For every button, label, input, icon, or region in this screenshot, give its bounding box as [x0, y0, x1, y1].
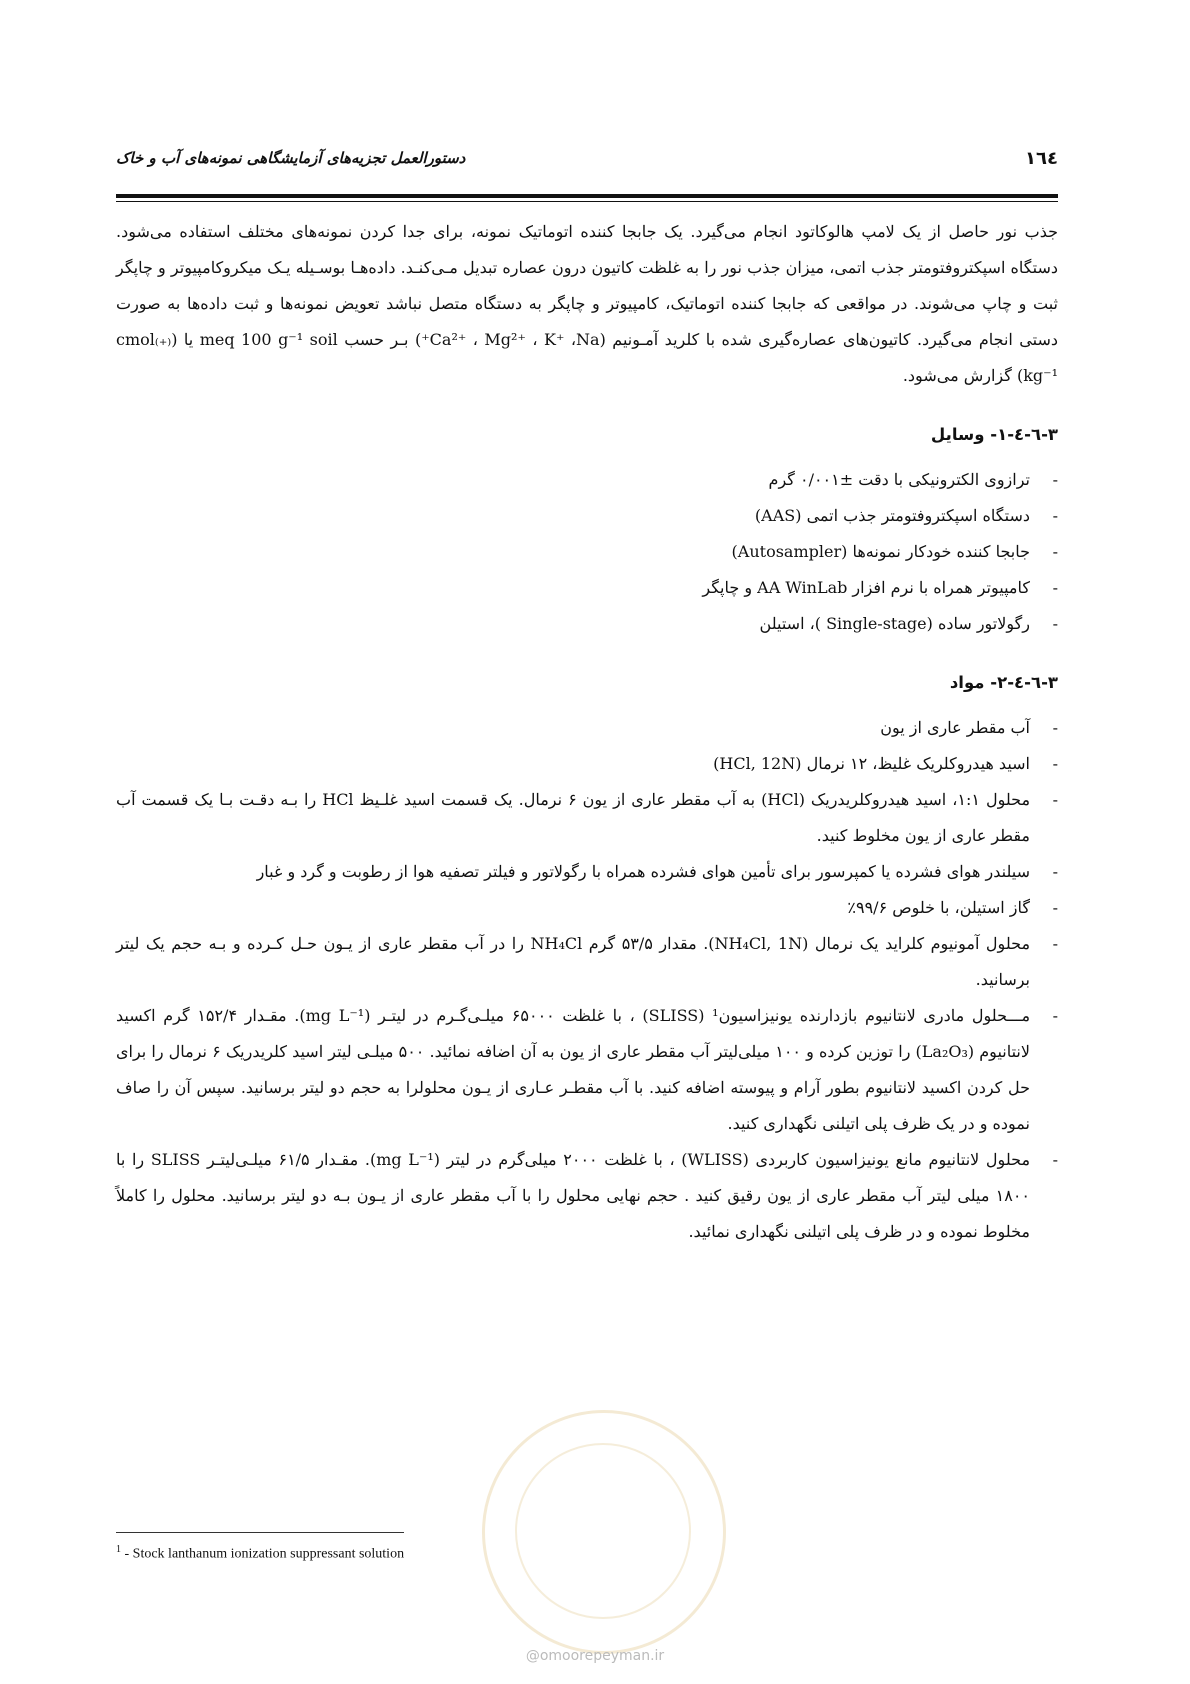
footnote	[116, 1540, 404, 1565]
list-item: - رگولاتور ساده (Single-stage )، استیلن	[116, 606, 1030, 642]
running-title: دستورالعمل تجزیه‌های آزمایشگاهی نمونه‌های آب و خاک	[116, 149, 466, 167]
equipment-heading: ٣-٦-٤-١- وسایل	[930, 425, 1058, 444]
page-body	[116, 214, 1058, 1250]
list-item: - کامپیوتر همراه با نرم افزار AA WinLab و چاپگر	[116, 570, 1030, 606]
header-rule-thin	[116, 201, 1058, 202]
page-number: ١٦٤	[1025, 147, 1058, 169]
list-item: - دستگاه اسپکتروفتومتر جذب اتمی (AAS)	[116, 498, 1030, 534]
watermark-text: @omoorepeyman.ir	[525, 1648, 665, 1664]
list-item: - ترازوی الکترونیکی با دقت ±٠/٠٠١ گرم	[116, 462, 1030, 498]
list-item: - مـــحلول مادری لانتانیوم بازدارنده یونیزاسیون¹ (SLISS) ، با غلظت ۶۵٠٠٠ میلـی‌گـرم در لیتـر (mg L⁻¹). مقـدار ١۵٢/۴ گرم اکسید لانتانیوم (La₂O₃) را توزین کرده و ١٠٠ میلی‌لیتر آب مقطر عاری از یون به آن اضافه نمائید. ۵٠٠ میلـی لیتر اسید کلریدریک ۶ نرمال را برای حل کردن اکسید لانتانیوم بطور آرام و پیوسته اضافه کنید. با آب مقطـر عـاری از یـون محلولرا به حجم دو لیتر برسانید. سپس آن را صاف نموده و در یک ظرف پلی اتیلنی نگهداری کنید.	[116, 998, 1030, 1142]
list-item: - سیلندر هوای فشرده یا کمپرسور برای تأمین هوای فشرده همراه با رگولاتور و فیلتر تصفیه هوا از رطوبت و گرد و غبار	[116, 854, 1030, 890]
materials-heading: ٣-٦-٤-٢- مواد	[949, 673, 1058, 692]
list-item: - محلول آمونیوم کلراید یک نرمال (NH₄Cl, 1N). مقدار ۵٣/۵ گرم NH₄Cl را در آب مقطر عاری از یـون حـل کـرده و بـه حجم یک لیتر برسانید.	[116, 926, 1030, 998]
watermark-seal-icon	[482, 1410, 726, 1654]
list-item: - اسید هیدروکلریک غلیظ، ١٢ نرمال (HCl, 12N)	[116, 746, 1030, 782]
equipment-list	[116, 462, 1058, 642]
footnote-text: - Stock lanthanum ionization suppressant solution	[121, 1546, 405, 1562]
intro-paragraph: جذب نور حاصل از یک لامپ هالوکاتود انجام می‌گیرد. یک جابجا کننده اتوماتیک نمونه، برای جدا کردن نمونه‌های مختلف استفاده می‌شود. دستگاه اسپکتروفتومتر جذب اتمی، میزان جذب نور را به غلظت کاتیون درون عصاره تبدیل مـی‌کنـد. داده‌هـا بوسـیله یـک میکروکامپیوتر و چاپگر ثبت و چاپ می‌شوند. در مواقعی که جابجا کننده اتوماتیک، کامپیوتر و چاپگر به دستگاه متصل نباشد تعویض نمونه‌ها و ثبت داده‌ها به صورت دستی انجام می‌گیرد. کاتیون‌های عصاره‌گیری شده با کلرید آمـونیم (Ca²⁺ ، Mg²⁺ ، K⁺ ،Na⁺) بـر حسب meq 100 g⁻¹ soil یا (cmol₍₊₎kg⁻¹) گزارش می‌شود.	[116, 222, 1059, 385]
footnote-rule	[116, 1532, 404, 1533]
list-item: - جابجا کننده خودکار نمونه‌ها (Autosampler)	[116, 534, 1030, 570]
materials-list	[116, 710, 1058, 1250]
list-item: - محلول لانتانیوم مانع یونیزاسیون کاربردی (WLISS) ، با غلظت ٢٠٠٠ میلی‌گرم در لیتر (mg L⁻¹). مقـدار ۶١/۵ میلـی‌لیتـر SLISS را با ١٨٠٠ میلی لیتر آب مقطر عاری از یون رقیق کنید . حجم نهایی محلول را با آب مقطر عاری از یـون بـه دو لیتر برسانید. محلول را کاملاً مخلوط نموده و در ظرف پلی اتیلنی نگهداری نمائید.	[116, 1142, 1030, 1250]
header-rule-thick	[116, 194, 1058, 198]
list-item: - آب مقطر عاری از یون	[116, 710, 1030, 746]
footnote-marker: 1	[116, 1544, 121, 1555]
list-item: - محلول ١:١، اسید هیدروکلریدریک (HCl) به آب مقطر عاری از یون ۶ نرمال. یک قسمت اسید غلـیظ HCl را بـه دقـت بـا یک قسمت آب مقطر عاری از یون مخلوط کنید.	[116, 782, 1030, 854]
page-header	[116, 138, 1058, 178]
list-item: - گاز استیلن، با خلوص ٩٩/۶٪	[116, 890, 1030, 926]
